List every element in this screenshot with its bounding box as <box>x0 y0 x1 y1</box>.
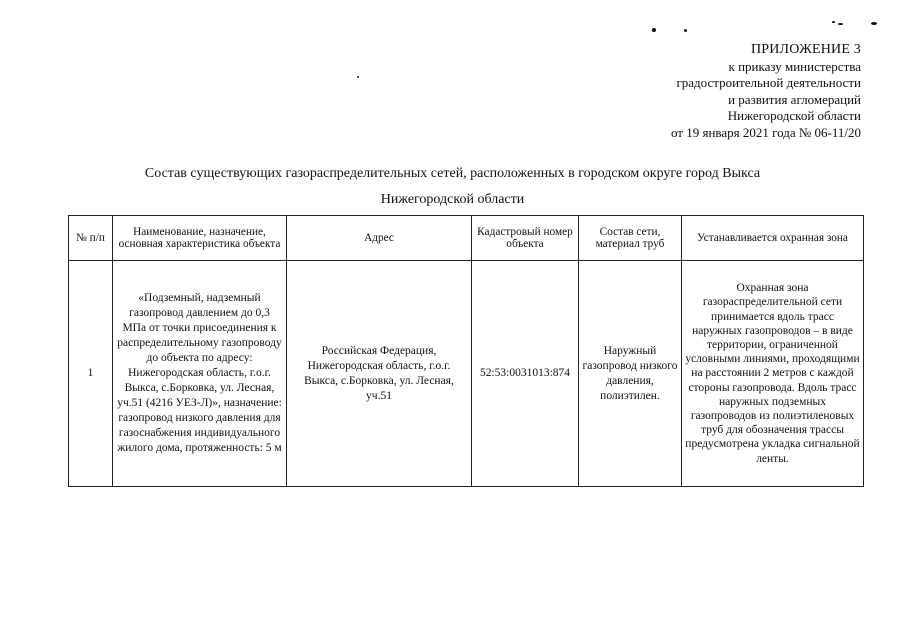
scan-speck <box>652 28 656 32</box>
gas-network-table <box>68 215 864 487</box>
document-subtitle: Нижегородской области <box>380 192 525 207</box>
scan-speck <box>684 29 687 32</box>
scan-speck <box>357 76 359 78</box>
appendix-title: ПРИЛОЖЕНИЕ 3 <box>750 42 861 57</box>
header-cadastral: Кадастровый номер объекта <box>472 216 579 261</box>
table-header-row <box>69 216 864 261</box>
cell-composition: Наружный газопровод низкого давления, полиэтилен. <box>579 261 682 487</box>
header-name: Наименование, назначение, основная характеристика объекта <box>113 216 287 261</box>
header-line: Нижегородской области <box>727 108 861 123</box>
scan-speck <box>832 21 835 23</box>
header-line: к приказу министерства <box>728 58 861 74</box>
cell-name: «Подземный, надземный газопровод давлением до 0,3 МПа от точки присоединения к распределительному газопроводу до объекта по адресу: Нижегородская область, г.о.г. Выкса, с.Борковка, ул. Лесная, уч.51 (4216 УЕЗ-Л)», назначение: газопровод низкого давления для газоснабжения индивидуального жилого дома, протяженность: 5 м <box>113 261 287 487</box>
header-line: градостроительной деятельности <box>676 75 861 90</box>
cell-address: Российская Федерация, Нижегородская область, г.о.г. Выкса, с.Борковка, ул. Лесная, уч.51 <box>287 261 472 487</box>
header-number: № п/п <box>69 216 113 261</box>
table-row <box>69 261 864 487</box>
header-line: и развития агломераций <box>728 91 861 107</box>
header-line: от 19 января 2021 года № 06-11/20 <box>670 124 861 140</box>
cell-zone: Охранная зона газораспределительной сети принимается вдоль трасс наружных газопроводов – в виде территории, ограниченной условными линиями, проходящими на расстоянии 2 метров с каждой стороны газопровода. Вдоль трасс наружных подземных газопроводов из полиэтиленовых труб для обозначения трассы предусмотрена укладка сигнальной ленты. <box>682 261 864 487</box>
document-title: Состав существующих газораспределительных сетей, расположенных в городском округе город Выкса <box>144 166 761 181</box>
header-composition: Состав сети, материал труб <box>579 216 682 261</box>
scan-speck <box>871 22 877 25</box>
header-address: Адрес <box>287 216 472 261</box>
appendix-header <box>671 42 861 141</box>
cell-cadastral: 52:53:0031013:874 <box>472 261 579 487</box>
cell-number: 1 <box>69 261 113 487</box>
header-zone: Устанавливается охранная зона <box>682 216 864 261</box>
scan-speck <box>838 23 843 25</box>
